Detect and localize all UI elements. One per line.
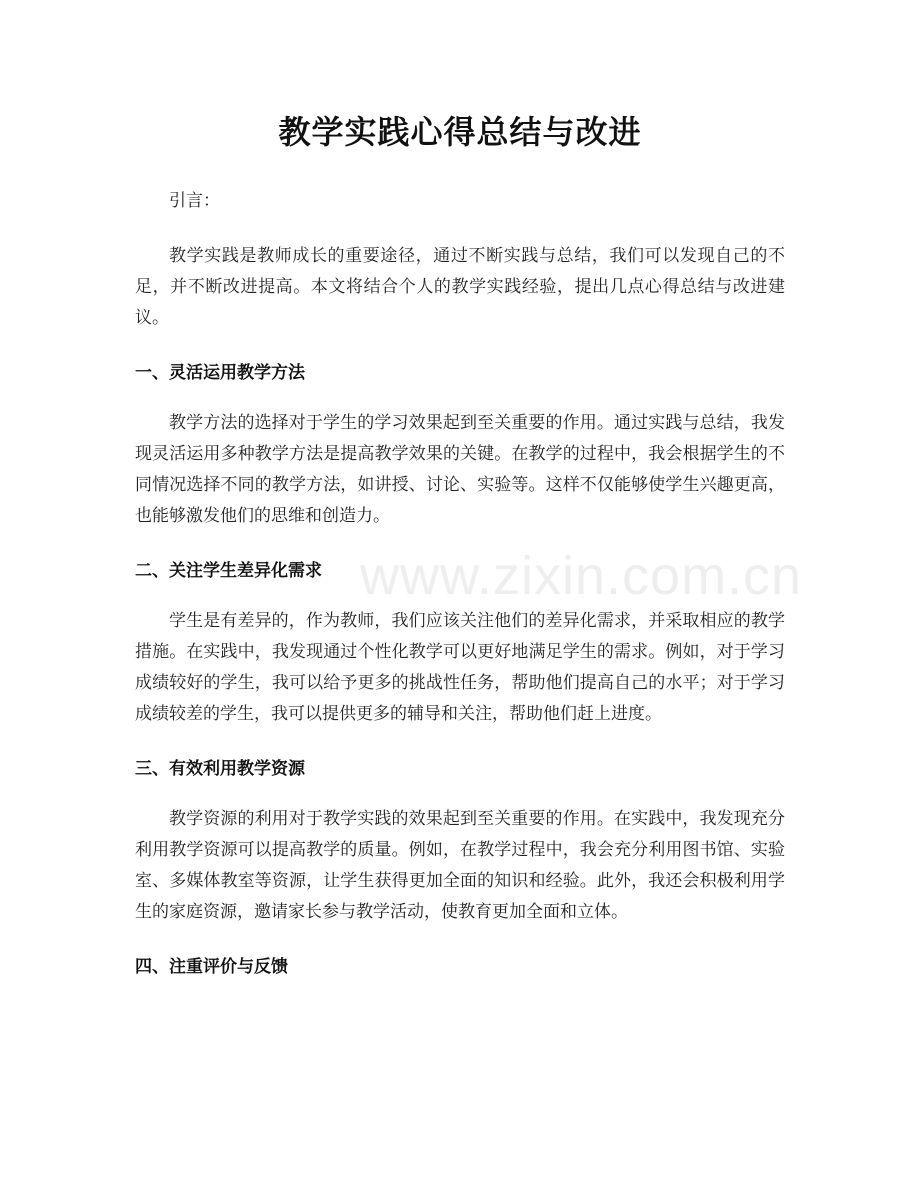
- section-paragraph-3: 教学资源的利用对于教学实践的效果起到至关重要的作用。在实践中，我发现充分利用教学资源可以提高教学的质量。例如，在教学过程中，我会充分利用图书馆、实验室、多媒体教室等资源，让学生获得更加全面的知识和经验。此外，我还会积极利用学生的家庭资源，邀请家长参与教学活动，使教育更加全面和立体。: [135, 809, 785, 922]
- intro-block: [135, 241, 785, 334]
- section-paragraph-2: 学生是有差异的，作为教师，我们应该关注他们的差异化需求，并采取相应的教学措施。在实践中，我发现通过个性化教学可以更好地满足学生的需求。例如，对于学习成绩较好的学生，我可以给予更多的挑战性任务，帮助他们提高自己的水平；对于学习成绩较差的学生，我可以提供更多的辅导和关注，帮助他们赶上进度。: [135, 611, 785, 724]
- section-heading-3: 三、有效利用教学资源: [135, 759, 305, 779]
- section-block-3: [135, 804, 785, 928]
- document-body: [135, 186, 785, 1002]
- section-heading-4: 四、注重评价与反馈: [135, 957, 288, 977]
- section-heading-1: 一、灵活运用教学方法: [135, 363, 305, 383]
- intro-label: 引言：: [169, 191, 220, 211]
- section-heading-2: 二、关注学生差异化需求: [135, 561, 322, 581]
- section-block-1: [135, 408, 785, 532]
- section-block-2: [135, 606, 785, 730]
- watermark-text: www.zixin.com.cn: [360, 546, 803, 606]
- page-title: 教学实践心得总结与改进: [278, 113, 642, 151]
- section-paragraph-1: 教学方法的选择对于学生的学习效果起到至关重要的作用。通过实践与总结，我发现灵活运用多种教学方法是提高教学效果的关键。在教学的过程中，我会根据学生的不同情况选择不同的教学方法，如讲授、讨论、实验等。这样不仅能够使学生兴趣更高，也能够激发他们的思维和创造力。: [135, 413, 785, 526]
- intro-paragraph: 教学实践是教师成长的重要途径，通过不断实践与总结，我们可以发现自己的不足，并不断改进提高。本文将结合个人的教学实践经验，提出几点心得总结与改进建议。: [135, 246, 785, 328]
